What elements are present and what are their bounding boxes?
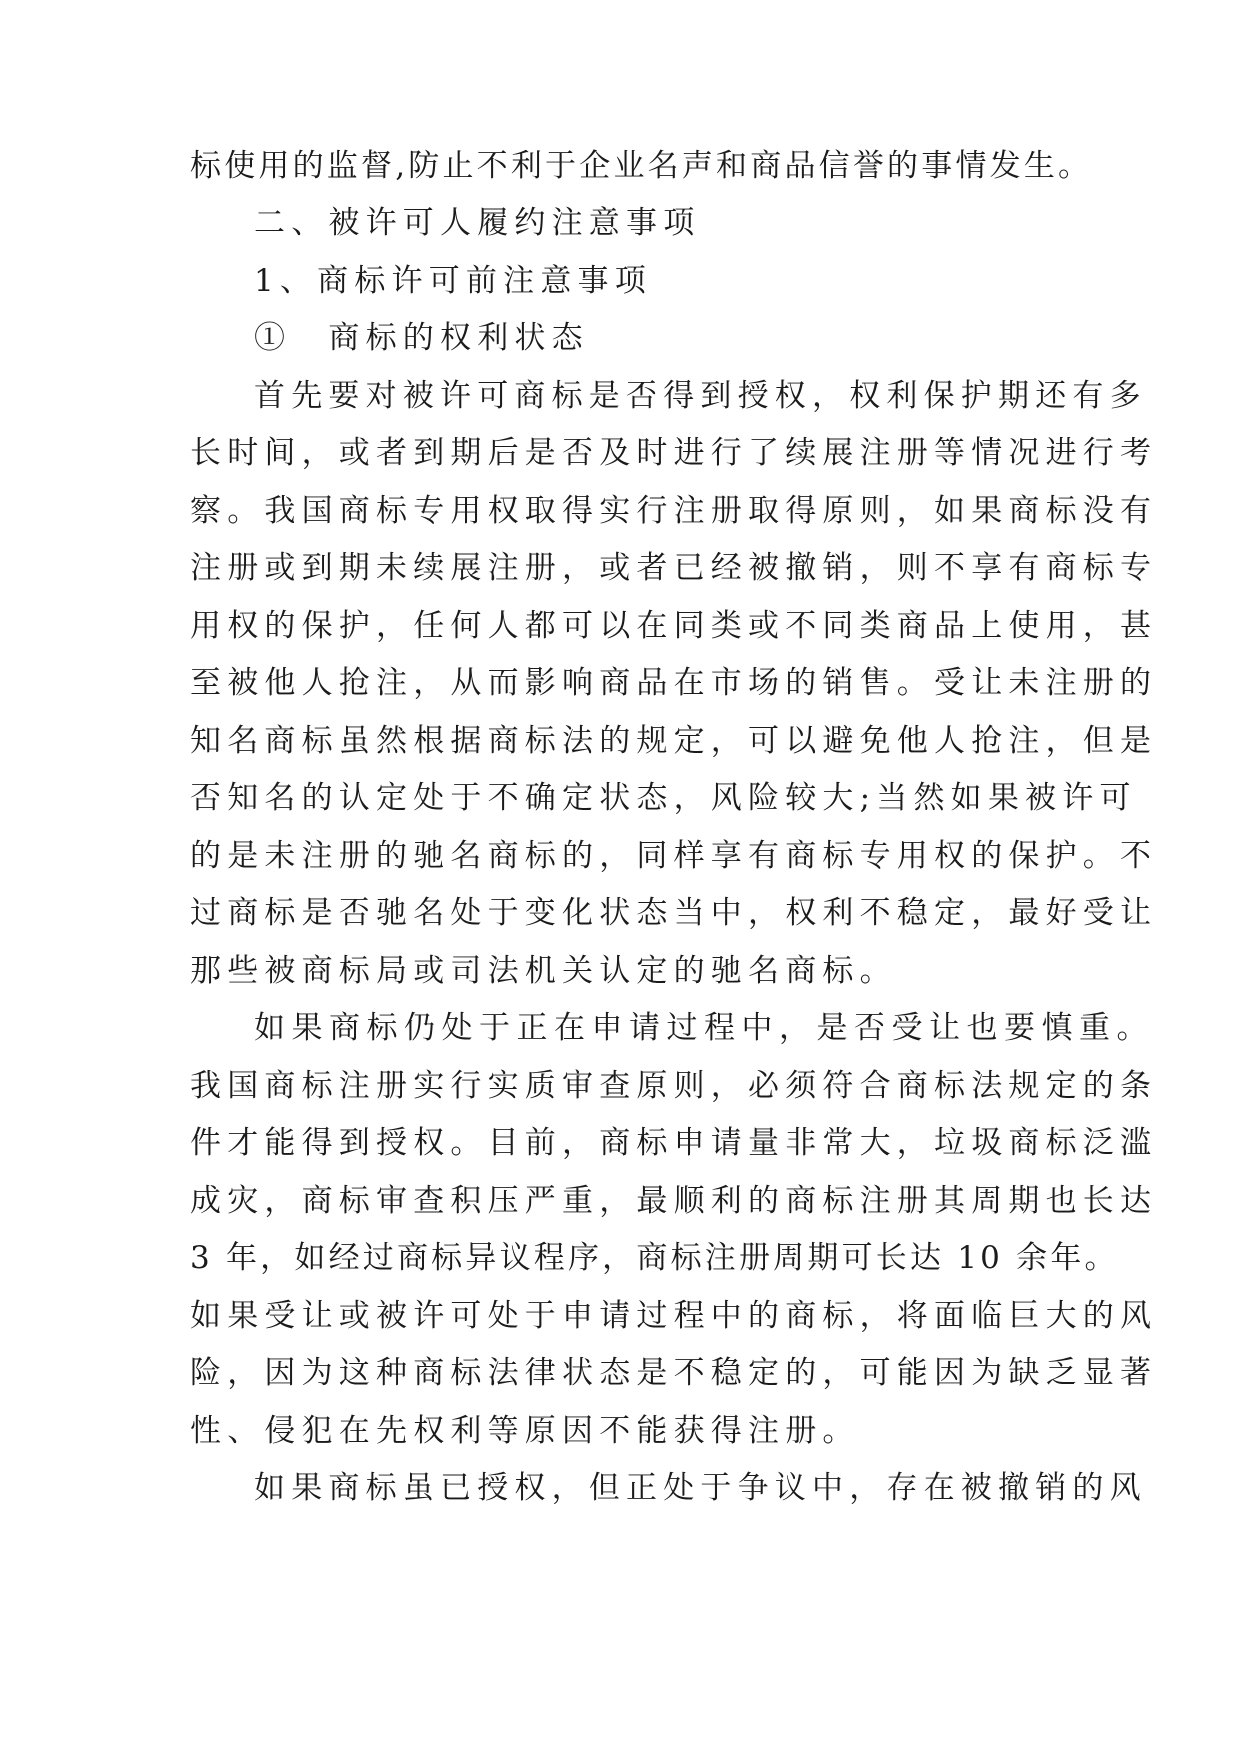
paragraph-line: 长时间，或者到期后是否及时进行了续展注册等情况进行考	[190, 435, 1158, 471]
paragraph-line: 险，因为这种商标法律状态是不稳定的，可能因为缺乏显著	[190, 1355, 1158, 1391]
paragraph-line: 成灾，商标审查积压严重，最顺利的商标注册其周期也长达	[190, 1183, 1158, 1219]
paragraph-line: 3 年，如经过商标异议程序，商标注册周期可长达 10 余年。	[190, 1240, 1119, 1276]
paragraph-line: 我国商标注册实行实质审查原则，必须符合商标法规定的条	[190, 1068, 1158, 1104]
paragraph-line: 那些被商标局或司法机关认定的驰名商标。	[190, 953, 897, 989]
paragraph-line: 首先要对被许可商标是否得到授权，权利保护期还有多	[254, 378, 1147, 414]
paragraph-continuation: 标使用的监督,防止不利于企业名声和商品信誉的事情发生。	[190, 148, 1093, 184]
paragraph-line: 用权的保护，任何人都可以在同类或不同类商品上使用，甚	[190, 608, 1158, 644]
paragraph-line: 如果受让或被许可处于申请过程中的商标，将面临巨大的风	[190, 1298, 1158, 1334]
paragraph-line: 的是未注册的驰名商标的，同样享有商标专用权的保护。不	[190, 838, 1158, 874]
paragraph-line: 至被他人抢注，从而影响商品在市场的销售。受让未注册的	[190, 665, 1158, 701]
paragraph-line: 性、侵犯在先权利等原因不能获得注册。	[190, 1413, 860, 1449]
paragraph-line: 知名商标虽然根据商标法的规定，可以避免他人抢注，但是	[190, 723, 1158, 759]
item-heading: ① 商标的权利状态	[254, 320, 589, 356]
paragraph-line: 注册或到期未续展注册，或者已经被撤销，则不享有商标专	[190, 550, 1158, 586]
paragraph-line: 件才能得到授权。目前，商标申请量非常大，垃圾商标泛滥	[190, 1125, 1158, 1161]
paragraph-line: 如果商标仍处于正在申请过程中，是否受让也要慎重。	[254, 1010, 1154, 1046]
section-heading: 二、被许可人履约注意事项	[254, 205, 701, 241]
paragraph-line: 否知名的认定处于不确定状态，风险较大;当然如果被许可	[190, 780, 1137, 816]
paragraph-line: 如果商标虽已授权，但正处于争议中，存在被撤销的风	[254, 1470, 1147, 1506]
subsection-heading: 1、商标许可前注意事项	[254, 263, 652, 299]
paragraph-line: 察。我国商标专用权取得实行注册取得原则，如果商标没有	[190, 493, 1158, 529]
paragraph-line: 过商标是否驰名处于变化状态当中，权利不稳定，最好受让	[190, 895, 1158, 931]
